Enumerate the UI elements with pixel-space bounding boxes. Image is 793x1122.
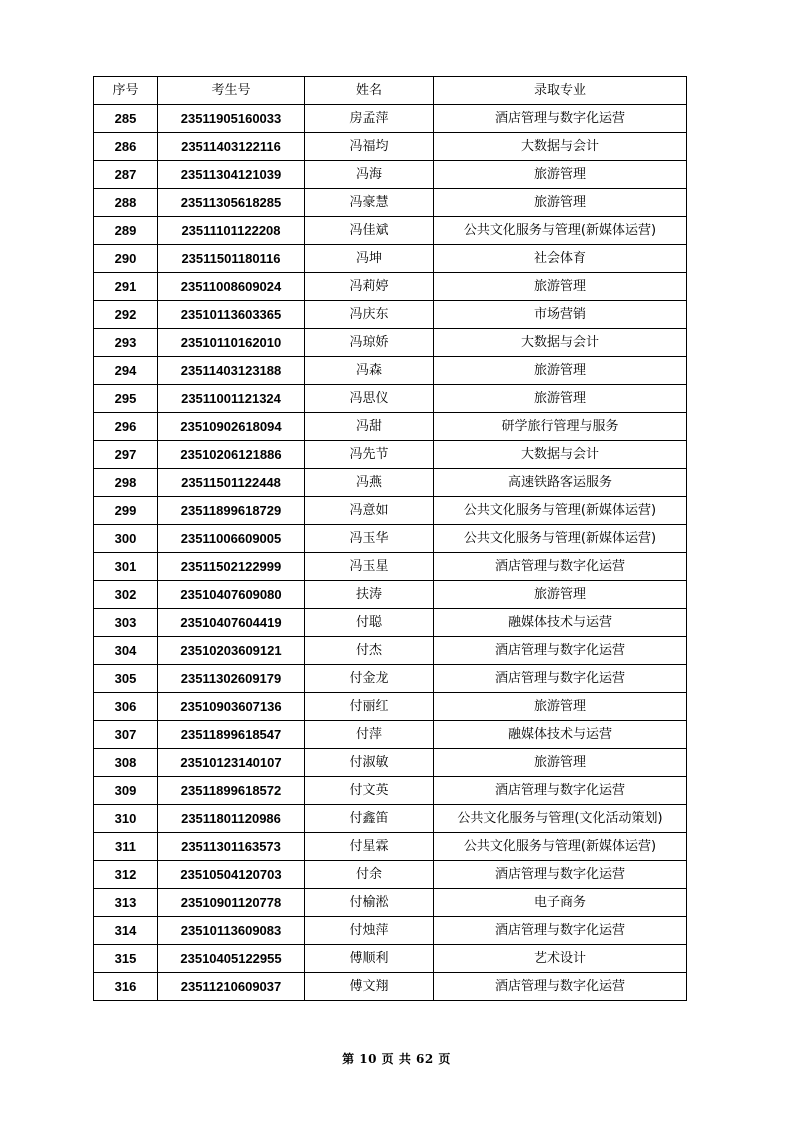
table-row bbox=[94, 105, 687, 133]
cell-major: 酒店管理与数字化运营 bbox=[434, 973, 687, 1001]
cell-name: 冯先节 bbox=[305, 441, 434, 469]
cell-seq: 300 bbox=[94, 525, 158, 553]
cell-name: 冯甜 bbox=[305, 413, 434, 441]
cell-seq: 294 bbox=[94, 357, 158, 385]
cell-name: 付萍 bbox=[305, 721, 434, 749]
cell-major: 酒店管理与数字化运营 bbox=[434, 553, 687, 581]
cell-name: 冯坤 bbox=[305, 245, 434, 273]
cell-exam-id: 23511502122999 bbox=[158, 553, 305, 581]
cell-name: 付金龙 bbox=[305, 665, 434, 693]
header-exam-id: 考生号 bbox=[158, 77, 305, 105]
cell-name: 付文英 bbox=[305, 777, 434, 805]
cell-exam-id: 23511001121324 bbox=[158, 385, 305, 413]
table-row bbox=[94, 441, 687, 469]
cell-seq: 315 bbox=[94, 945, 158, 973]
table-row bbox=[94, 581, 687, 609]
cell-seq: 304 bbox=[94, 637, 158, 665]
cell-exam-id: 23510902618094 bbox=[158, 413, 305, 441]
cell-major: 公共文化服务与管理(新媒体运营) bbox=[434, 217, 687, 245]
cell-exam-id: 23511905160033 bbox=[158, 105, 305, 133]
admission-table-container bbox=[93, 76, 687, 1001]
cell-seq: 306 bbox=[94, 693, 158, 721]
cell-exam-id: 23510504120703 bbox=[158, 861, 305, 889]
cell-name: 傅文翔 bbox=[305, 973, 434, 1001]
cell-seq: 298 bbox=[94, 469, 158, 497]
header-name: 姓名 bbox=[305, 77, 434, 105]
cell-name: 冯琼娇 bbox=[305, 329, 434, 357]
table-row bbox=[94, 273, 687, 301]
cell-major: 公共文化服务与管理(文化活动策划) bbox=[434, 805, 687, 833]
cell-name: 付余 bbox=[305, 861, 434, 889]
cell-seq: 285 bbox=[94, 105, 158, 133]
header-row bbox=[94, 77, 687, 105]
table-row bbox=[94, 413, 687, 441]
cell-seq: 286 bbox=[94, 133, 158, 161]
cell-name: 冯森 bbox=[305, 357, 434, 385]
cell-name: 冯莉婷 bbox=[305, 273, 434, 301]
table-row bbox=[94, 161, 687, 189]
table-row bbox=[94, 637, 687, 665]
cell-seq: 303 bbox=[94, 609, 158, 637]
header-major: 录取专业 bbox=[434, 77, 687, 105]
table-row bbox=[94, 665, 687, 693]
cell-seq: 310 bbox=[94, 805, 158, 833]
cell-major: 融媒体技术与运营 bbox=[434, 721, 687, 749]
cell-name: 冯佳斌 bbox=[305, 217, 434, 245]
table-body bbox=[94, 105, 687, 1001]
table-row bbox=[94, 189, 687, 217]
cell-major: 社会体育 bbox=[434, 245, 687, 273]
table-row bbox=[94, 357, 687, 385]
cell-exam-id: 23511801120986 bbox=[158, 805, 305, 833]
cell-exam-id: 23510903607136 bbox=[158, 693, 305, 721]
cell-name: 付星霖 bbox=[305, 833, 434, 861]
cell-seq: 293 bbox=[94, 329, 158, 357]
header-seq: 序号 bbox=[94, 77, 158, 105]
cell-name: 冯玉华 bbox=[305, 525, 434, 553]
cell-name: 冯庆东 bbox=[305, 301, 434, 329]
cell-seq: 287 bbox=[94, 161, 158, 189]
cell-name: 傅顺利 bbox=[305, 945, 434, 973]
cell-major: 艺术设计 bbox=[434, 945, 687, 973]
cell-exam-id: 23511301163573 bbox=[158, 833, 305, 861]
cell-major: 酒店管理与数字化运营 bbox=[434, 637, 687, 665]
cell-major: 高速铁路客运服务 bbox=[434, 469, 687, 497]
table-row bbox=[94, 329, 687, 357]
cell-exam-id: 23511210609037 bbox=[158, 973, 305, 1001]
page-number: 第 10 页 共 62 页 bbox=[342, 1052, 451, 1066]
cell-seq: 302 bbox=[94, 581, 158, 609]
table-row bbox=[94, 777, 687, 805]
table-row bbox=[94, 385, 687, 413]
cell-seq: 299 bbox=[94, 497, 158, 525]
table-row bbox=[94, 609, 687, 637]
table-row bbox=[94, 917, 687, 945]
table-row bbox=[94, 245, 687, 273]
cell-exam-id: 23510405122955 bbox=[158, 945, 305, 973]
cell-name: 冯玉星 bbox=[305, 553, 434, 581]
cell-major: 公共文化服务与管理(新媒体运营) bbox=[434, 833, 687, 861]
table-row bbox=[94, 861, 687, 889]
cell-exam-id: 23510113603365 bbox=[158, 301, 305, 329]
cell-exam-id: 23511501122448 bbox=[158, 469, 305, 497]
cell-major: 研学旅行管理与服务 bbox=[434, 413, 687, 441]
table-row bbox=[94, 945, 687, 973]
admission-table bbox=[93, 76, 687, 1001]
cell-exam-id: 23510113609083 bbox=[158, 917, 305, 945]
cell-major: 大数据与会计 bbox=[434, 441, 687, 469]
cell-seq: 313 bbox=[94, 889, 158, 917]
cell-exam-id: 23510407609080 bbox=[158, 581, 305, 609]
cell-seq: 316 bbox=[94, 973, 158, 1001]
cell-seq: 308 bbox=[94, 749, 158, 777]
cell-name: 冯海 bbox=[305, 161, 434, 189]
table-row bbox=[94, 749, 687, 777]
table-row bbox=[94, 973, 687, 1001]
cell-name: 付鑫笛 bbox=[305, 805, 434, 833]
cell-major: 公共文化服务与管理(新媒体运营) bbox=[434, 497, 687, 525]
cell-major: 旅游管理 bbox=[434, 357, 687, 385]
table-row bbox=[94, 889, 687, 917]
cell-seq: 309 bbox=[94, 777, 158, 805]
cell-major: 酒店管理与数字化运营 bbox=[434, 861, 687, 889]
cell-major: 酒店管理与数字化运营 bbox=[434, 777, 687, 805]
cell-exam-id: 23510206121886 bbox=[158, 441, 305, 469]
table-row bbox=[94, 133, 687, 161]
cell-seq: 289 bbox=[94, 217, 158, 245]
cell-name: 冯思仪 bbox=[305, 385, 434, 413]
cell-exam-id: 23511899618572 bbox=[158, 777, 305, 805]
cell-major: 旅游管理 bbox=[434, 693, 687, 721]
cell-name: 扶涛 bbox=[305, 581, 434, 609]
cell-major: 电子商务 bbox=[434, 889, 687, 917]
table-row bbox=[94, 525, 687, 553]
cell-exam-id: 23511501180116 bbox=[158, 245, 305, 273]
cell-name: 付烛萍 bbox=[305, 917, 434, 945]
cell-exam-id: 23510123140107 bbox=[158, 749, 305, 777]
cell-major: 旅游管理 bbox=[434, 161, 687, 189]
cell-seq: 292 bbox=[94, 301, 158, 329]
cell-seq: 314 bbox=[94, 917, 158, 945]
cell-name: 冯福均 bbox=[305, 133, 434, 161]
table-row bbox=[94, 553, 687, 581]
cell-exam-id: 23510407604419 bbox=[158, 609, 305, 637]
cell-seq: 288 bbox=[94, 189, 158, 217]
table-row bbox=[94, 217, 687, 245]
cell-major: 酒店管理与数字化运营 bbox=[434, 665, 687, 693]
cell-name: 付聪 bbox=[305, 609, 434, 637]
cell-seq: 301 bbox=[94, 553, 158, 581]
cell-seq: 312 bbox=[94, 861, 158, 889]
cell-name: 房孟萍 bbox=[305, 105, 434, 133]
cell-exam-id: 23511304121039 bbox=[158, 161, 305, 189]
cell-seq: 311 bbox=[94, 833, 158, 861]
cell-exam-id: 23511403123188 bbox=[158, 357, 305, 385]
table-row bbox=[94, 721, 687, 749]
cell-major: 公共文化服务与管理(新媒体运营) bbox=[434, 525, 687, 553]
table-row bbox=[94, 693, 687, 721]
cell-exam-id: 23510901120778 bbox=[158, 889, 305, 917]
cell-name: 付淑敏 bbox=[305, 749, 434, 777]
table-row bbox=[94, 497, 687, 525]
cell-major: 旅游管理 bbox=[434, 273, 687, 301]
cell-exam-id: 23511899618547 bbox=[158, 721, 305, 749]
cell-major: 大数据与会计 bbox=[434, 133, 687, 161]
cell-major: 旅游管理 bbox=[434, 749, 687, 777]
cell-seq: 290 bbox=[94, 245, 158, 273]
cell-name: 冯意如 bbox=[305, 497, 434, 525]
table-header bbox=[94, 77, 687, 105]
table-row bbox=[94, 301, 687, 329]
table-row bbox=[94, 833, 687, 861]
cell-exam-id: 23510203609121 bbox=[158, 637, 305, 665]
cell-name: 冯豪慧 bbox=[305, 189, 434, 217]
cell-major: 融媒体技术与运营 bbox=[434, 609, 687, 637]
cell-major: 市场营销 bbox=[434, 301, 687, 329]
table-row bbox=[94, 469, 687, 497]
cell-exam-id: 23511101122208 bbox=[158, 217, 305, 245]
cell-seq: 307 bbox=[94, 721, 158, 749]
cell-exam-id: 23511008609024 bbox=[158, 273, 305, 301]
cell-exam-id: 23511305618285 bbox=[158, 189, 305, 217]
cell-major: 旅游管理 bbox=[434, 385, 687, 413]
cell-seq: 296 bbox=[94, 413, 158, 441]
cell-exam-id: 23511302609179 bbox=[158, 665, 305, 693]
cell-major: 旅游管理 bbox=[434, 581, 687, 609]
cell-seq: 297 bbox=[94, 441, 158, 469]
cell-name: 冯燕 bbox=[305, 469, 434, 497]
cell-major: 大数据与会计 bbox=[434, 329, 687, 357]
cell-name: 付丽红 bbox=[305, 693, 434, 721]
cell-seq: 305 bbox=[94, 665, 158, 693]
cell-exam-id: 23511006609005 bbox=[158, 525, 305, 553]
cell-major: 酒店管理与数字化运营 bbox=[434, 105, 687, 133]
cell-seq: 295 bbox=[94, 385, 158, 413]
table-row bbox=[94, 805, 687, 833]
cell-exam-id: 23511403122116 bbox=[158, 133, 305, 161]
cell-name: 付杰 bbox=[305, 637, 434, 665]
cell-exam-id: 23510110162010 bbox=[158, 329, 305, 357]
cell-seq: 291 bbox=[94, 273, 158, 301]
cell-exam-id: 23511899618729 bbox=[158, 497, 305, 525]
cell-major: 旅游管理 bbox=[434, 189, 687, 217]
cell-major: 酒店管理与数字化运营 bbox=[434, 917, 687, 945]
cell-name: 付榆淞 bbox=[305, 889, 434, 917]
